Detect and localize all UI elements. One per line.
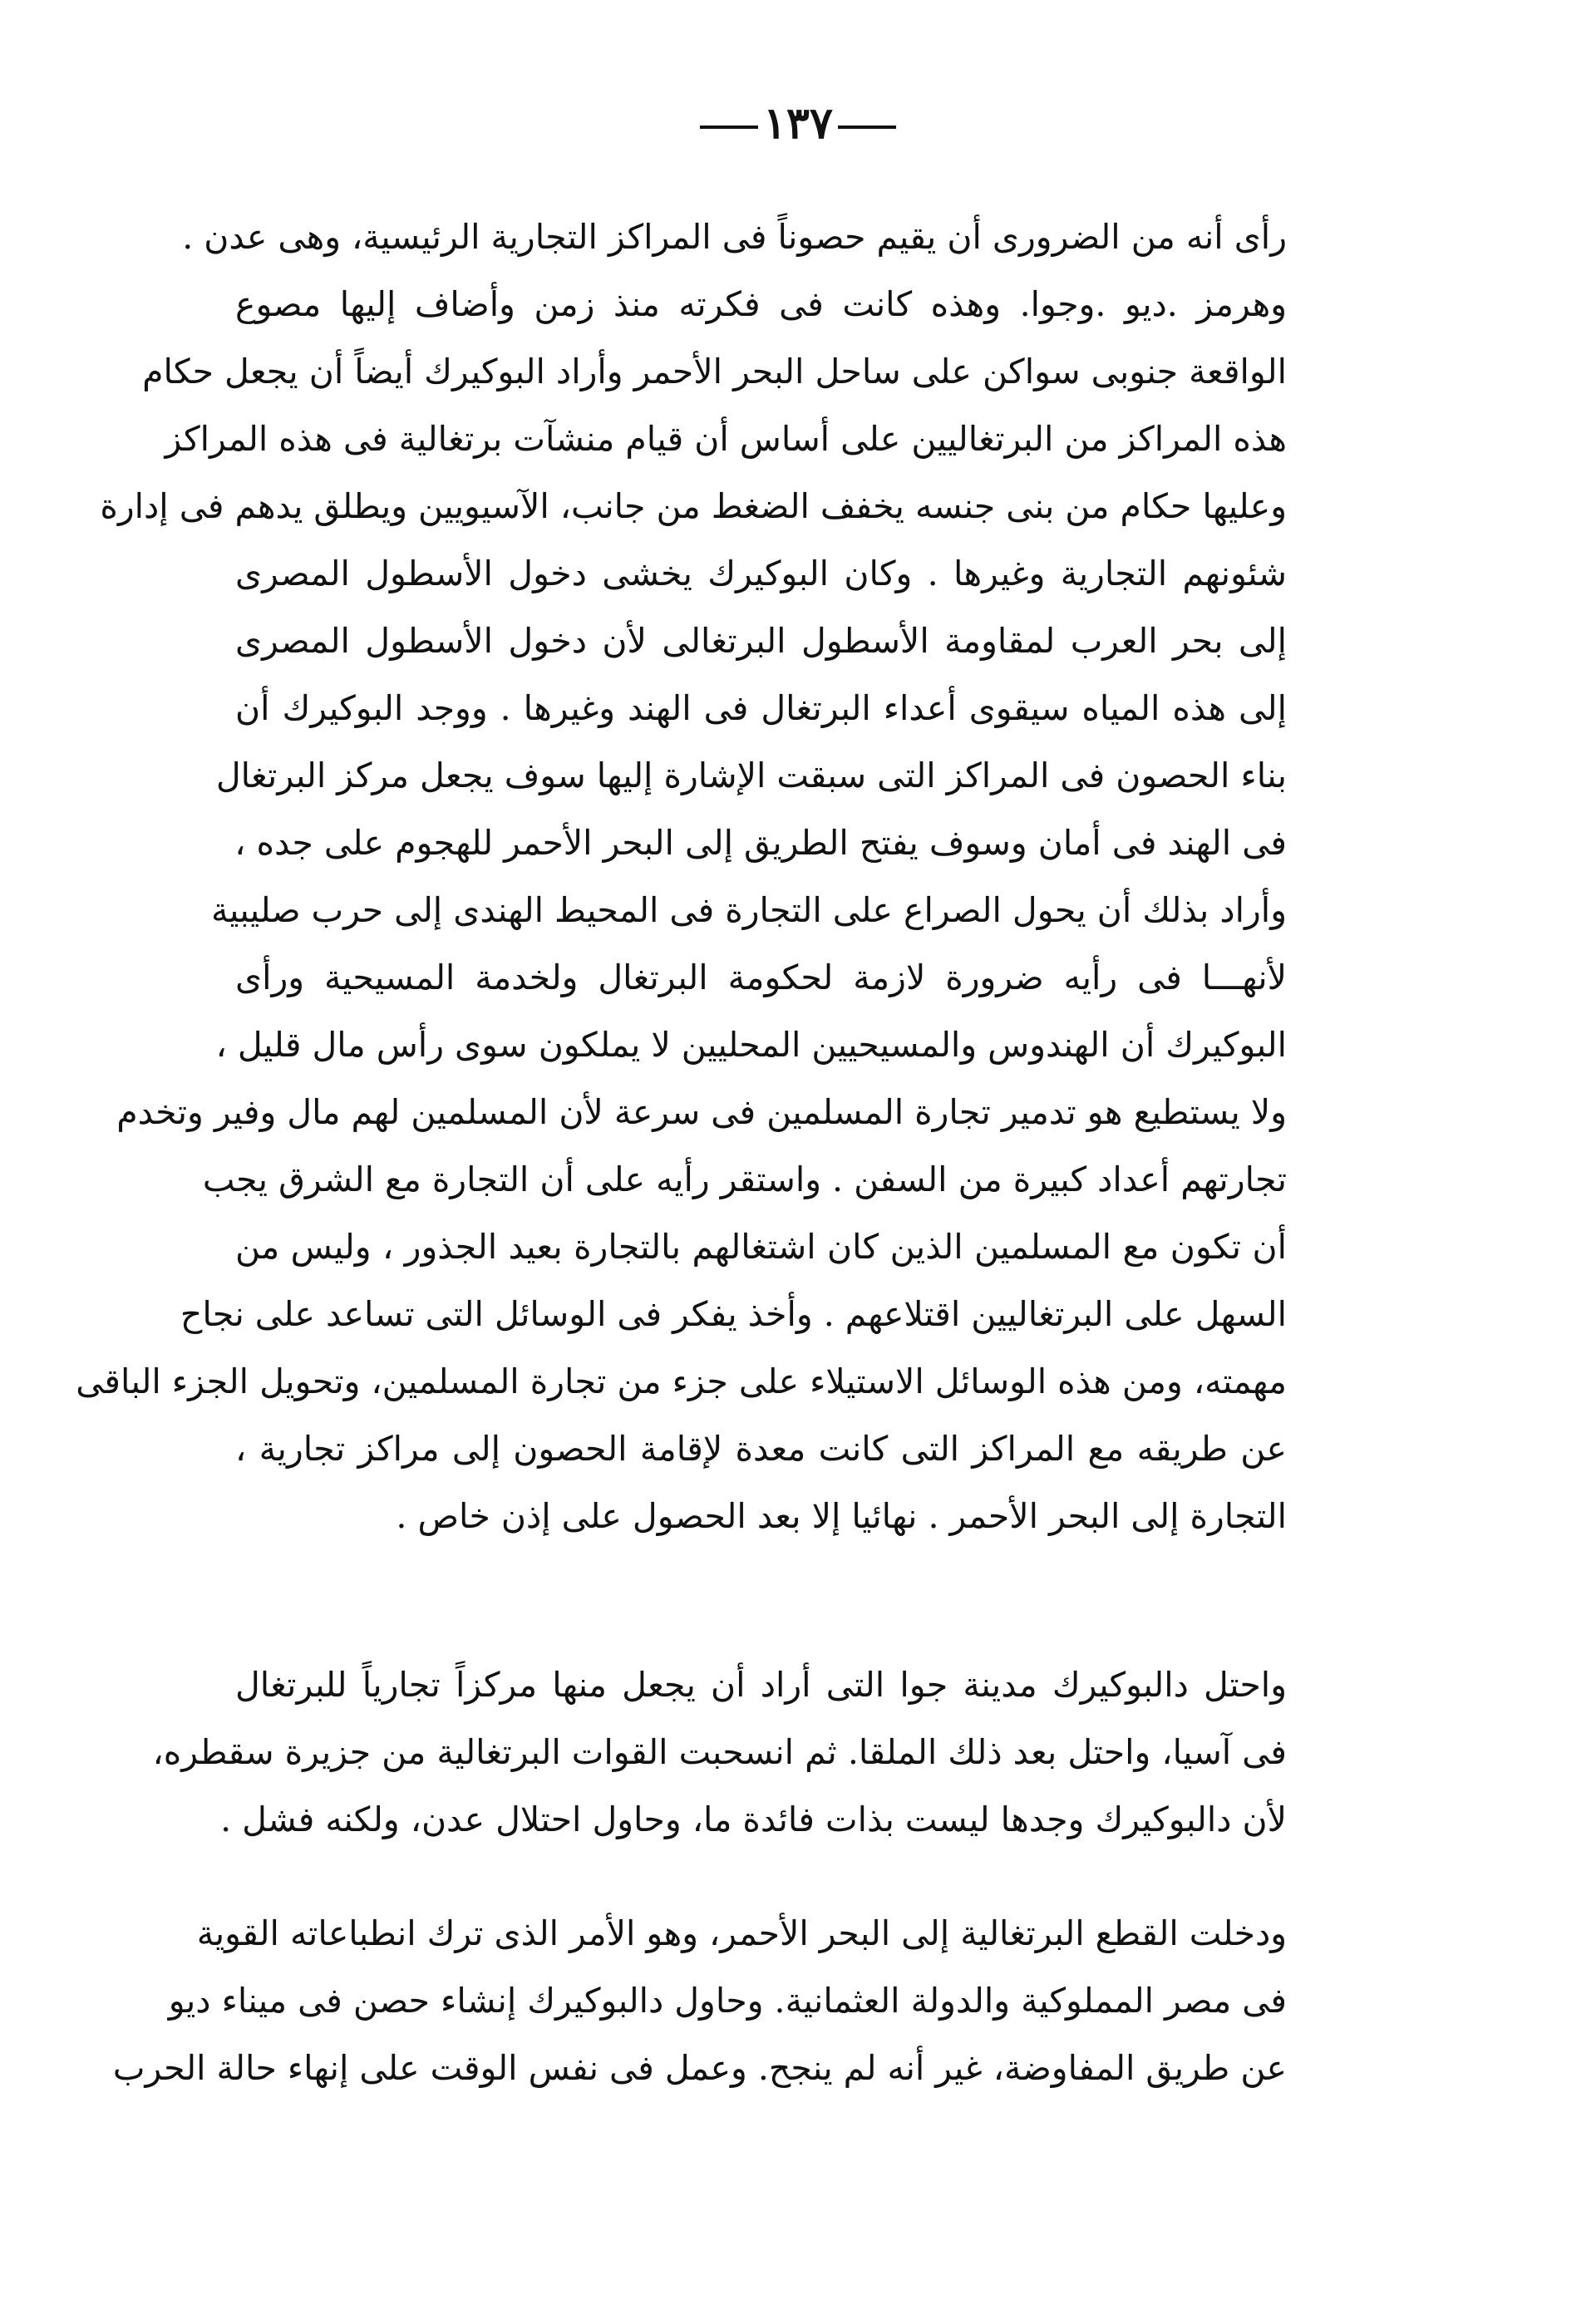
- page-number: ١٣٧: [763, 98, 833, 149]
- paragraph-3: [112, 1900, 1287, 2102]
- text-line: ودخلت القطع البرتغالية إلى البحر الأحمر، وهو الأمر الذى ترك انطباعاته القوية: [196, 1913, 1287, 1953]
- text-line: فى مصر المملوكية والدولة العثمانية. وحاول دالبوكيرك إنشاء حصن فى ميناء ديو: [168, 1981, 1287, 2021]
- text-line: لأنهـــا فى رأيه ضرورة لازمة لحكومة البرتغال ولخدمة المسيحية ورأى: [235, 958, 1287, 997]
- text-line: إلى هذه المياه سيقوى أعداء البرتغال فى الهند وغيرها . ووجد البوكيرك أن: [235, 688, 1287, 728]
- text-line: وهرمز .ديو .وجوا. وهذه كانت فى فكرته منذ زمن وأضاف إليها مصوع: [235, 284, 1287, 324]
- page-number-dash-right: [700, 126, 758, 129]
- text-line: الواقعة جنوبى سواكن على ساحل البحر الأحمر وأراد البوكيرك أيضاً أن يجعل حكام: [142, 352, 1287, 391]
- text-line: واحتل دالبوكيرك مدينة جوا التى أراد أن يجعل منها مركزاً تجارياً للبرتغال: [235, 1665, 1287, 1705]
- paragraph-1: [76, 204, 1287, 1550]
- text-line: مهمته، ومن هذه الوسائل الاستيلاء على جزء من تجارة المسلمين، وتحويل الجزء الباقى: [76, 1361, 1287, 1401]
- text-line: عن طريقه مع المراكز التى كانت معدة لإقامة الحصون إلى مراكز تجارية ،: [235, 1429, 1287, 1469]
- text-line: السهل على البرتغاليين اقتلاعهم . وأخذ يفكر فى الوسائل التى تساعد على نجاح: [180, 1294, 1287, 1334]
- text-line: فى آسيا، واحتل بعد ذلك الملقا. ثم انسحبت القوات البرتغالية من جزيرة سقطره،: [152, 1732, 1287, 1772]
- text-line: التجارة إلى البحر الأحمر . نهائيا إلا بعد الحصول على إذن خاص .: [396, 1496, 1287, 1536]
- page-number-dash-left: [838, 126, 896, 129]
- text-line: شئونهم التجارية وغيرها . وكان البوكيرك يخشى دخول الأسطول المصرى: [235, 554, 1287, 593]
- paragraph-2: [152, 1652, 1287, 1854]
- text-line: وعليها حكام من بنى جنسه يخفف الضغط من جانب، الآسيويين ويطلق يدهم فى إدارة: [100, 486, 1287, 526]
- text-line: عن طريق المفاوضة، غير أنه لم ينجح. وعمل فى نفس الوقت على إنهاء حالة الحرب: [112, 2048, 1287, 2088]
- text-line: أن تكون مع المسلمين الذين كان اشتغالهم بالتجارة بعيد الجذور ، وليس من: [235, 1227, 1287, 1267]
- text-line: هذه المراكز من البرتغاليين على أساس أن قيام منشآت برتغالية فى هذه المراكز: [165, 419, 1287, 459]
- text-line: بناء الحصون فى المراكز التى سبقت الإشارة إليها سوف يجعل مركز البرتغال: [215, 756, 1287, 795]
- text-line: تجارتهم أعداد كبيرة من السفن . واستقر رأيه على أن التجارة مع الشرق يجب: [202, 1160, 1287, 1199]
- text-line: وأراد بذلك أن يحول الصراع على التجارة فى المحيط الهندى إلى حرب صليبية: [211, 890, 1287, 930]
- text-line: فى الهند فى أمان وسوف يفتح الطريق إلى البحر الأحمر للهجوم على جده ،: [234, 823, 1287, 863]
- text-line: البوكيرك أن الهندوس والمسيحيين المحليين لا يملكون سوى رأس مال قليل ،: [215, 1025, 1287, 1065]
- text-line: ولا يستطيع هو تدمير تجارة المسلمين فى سرعة لأن المسلمين لهم مال وفير وتخدم: [116, 1092, 1287, 1132]
- text-line: رأى أنه من الضرورى أن يقيم حصوناً فى المراكز التجارية الرئيسية، وهى عدن .: [182, 217, 1287, 257]
- text-line: إلى بحر العرب لمقاومة الأسطول البرتغالى لأن دخول الأسطول المصرى: [235, 621, 1287, 661]
- text-line: لأن دالبوكيرك وجدها ليست بذات فائدة ما، وحاول احتلال عدن، ولكنه فشل .: [220, 1800, 1287, 1839]
- page-number-header: [0, 98, 1596, 149]
